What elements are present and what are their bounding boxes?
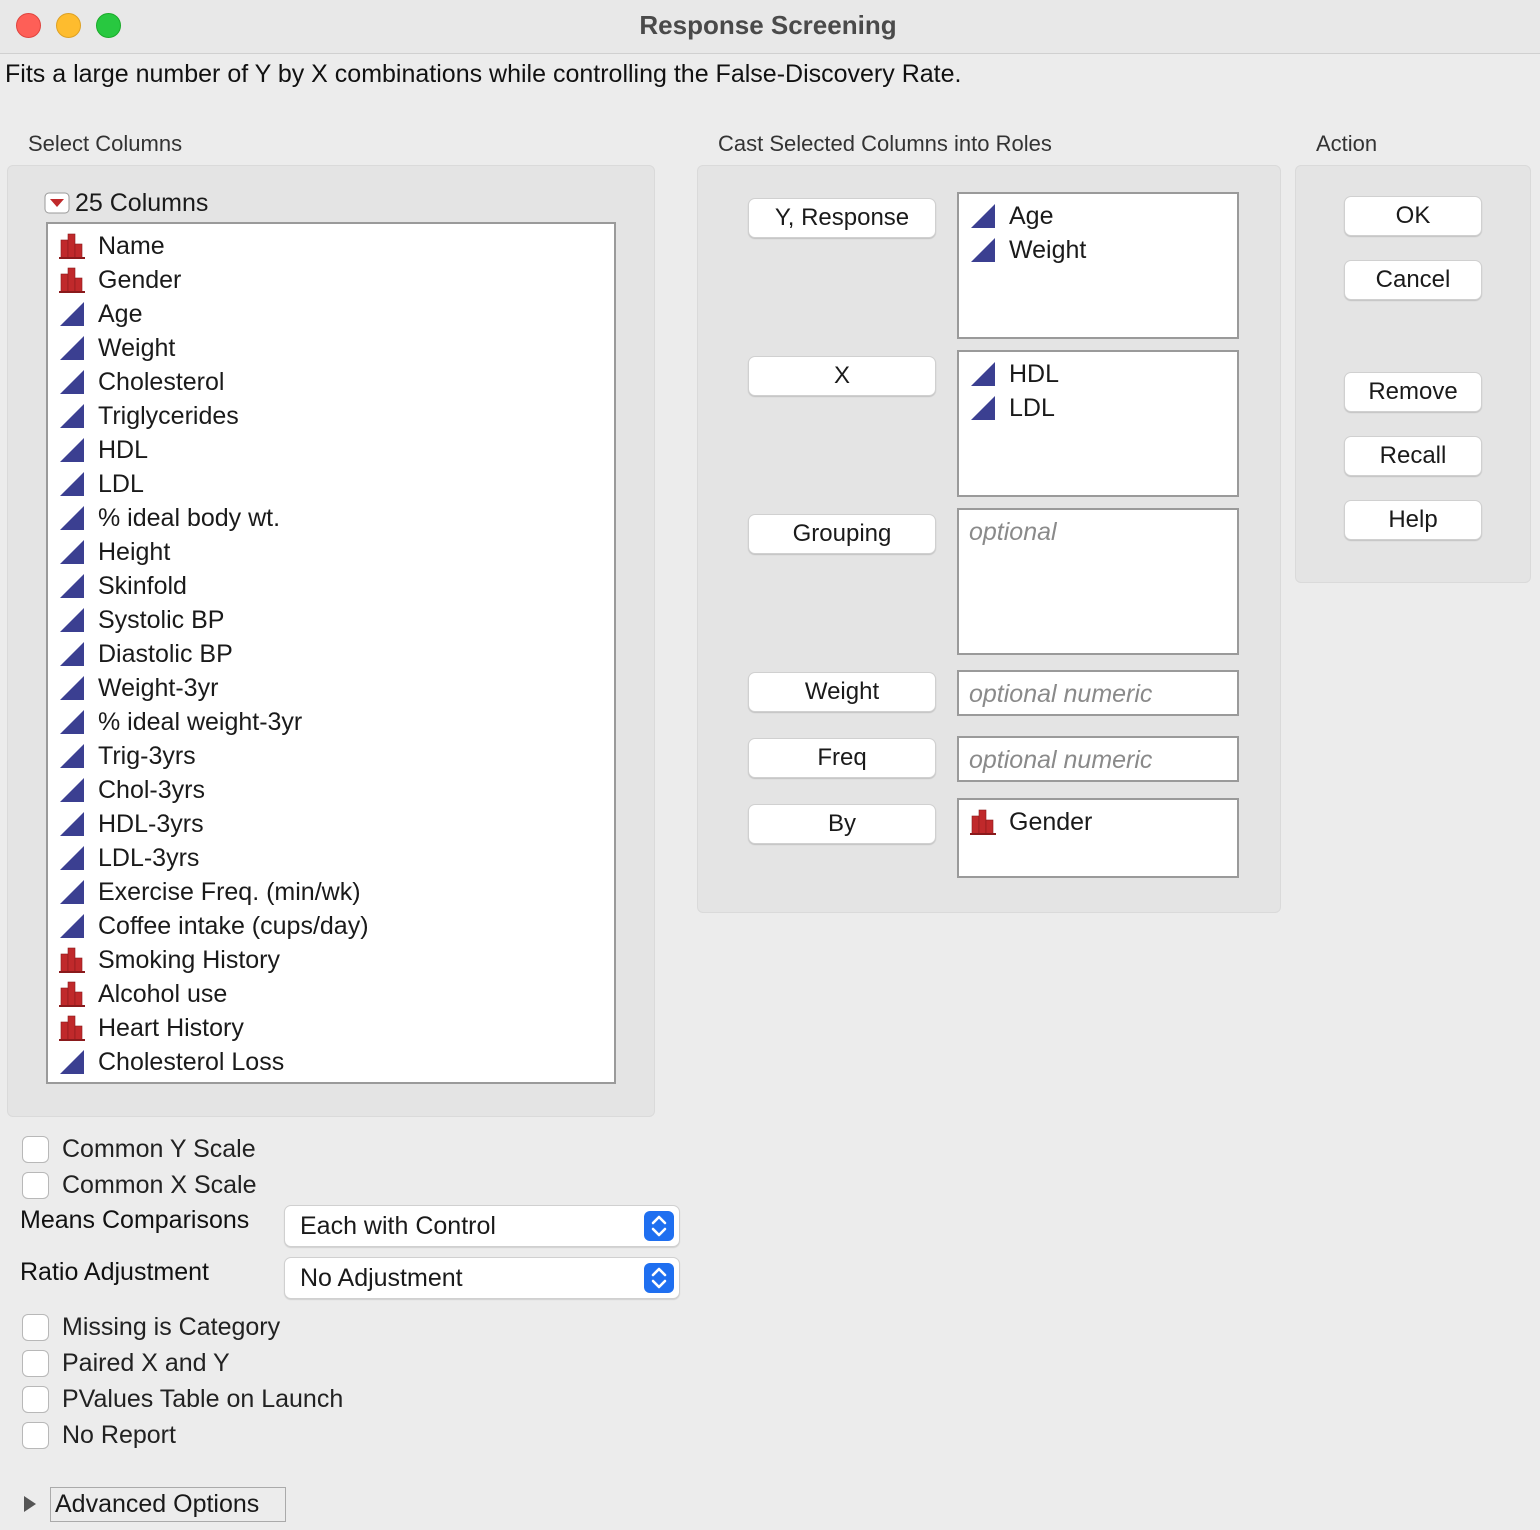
y-response-item[interactable]	[969, 199, 1053, 233]
continuous-triangle-icon	[969, 202, 997, 230]
select-columns-label: Select Columns	[28, 131, 183, 156]
column-item-label: Weight	[98, 333, 176, 362]
column-item-label: Cholesterol	[98, 367, 225, 396]
continuous-triangle-icon	[58, 470, 86, 498]
column-item-label: HDL-3yrs	[98, 809, 204, 838]
nominal-bar-icon	[58, 980, 86, 1008]
column-item[interactable]	[58, 1011, 244, 1045]
common-x-scale-option[interactable]	[22, 1169, 257, 1201]
column-item[interactable]	[58, 365, 224, 399]
ratio-adjustment-label: Ratio Adjustment	[20, 1258, 209, 1286]
no-report-label: No Report	[62, 1420, 176, 1449]
column-item[interactable]	[58, 297, 142, 331]
pvalues-table-option[interactable]	[22, 1383, 343, 1415]
nominal-bar-icon	[969, 808, 997, 836]
paired-x-y-label: Paired X and Y	[62, 1348, 230, 1377]
continuous-triangle-icon	[58, 300, 86, 328]
paired-x-y-option[interactable]	[22, 1347, 230, 1379]
x-item-label: LDL	[1009, 393, 1055, 422]
no-report-option[interactable]	[22, 1419, 176, 1451]
continuous-triangle-icon	[58, 810, 86, 838]
ratio-adjustment-value: No Adjustment	[300, 1263, 463, 1292]
nominal-bar-icon	[58, 232, 86, 260]
continuous-triangle-icon	[58, 742, 86, 770]
column-item-label: Skinfold	[98, 571, 187, 600]
column-item-label: Coffee intake (cups/day)	[98, 911, 369, 940]
title-bar	[0, 0, 1540, 54]
freq-list[interactable]	[957, 736, 1239, 782]
cast-roles-label: Cast Selected Columns into Roles	[718, 131, 1052, 156]
weight-placeholder: optional numeric	[969, 680, 1153, 708]
column-item[interactable]	[58, 399, 239, 433]
disclosure-menu-icon[interactable]	[44, 192, 70, 214]
continuous-triangle-icon	[58, 504, 86, 532]
weight-list[interactable]	[957, 670, 1239, 716]
common-y-scale-checkbox[interactable]	[22, 1136, 49, 1163]
y-response-item[interactable]	[969, 233, 1086, 267]
columns-list[interactable]	[46, 222, 616, 1084]
nominal-bar-icon	[58, 1014, 86, 1042]
continuous-triangle-icon	[969, 360, 997, 388]
column-item-label: Height	[98, 537, 171, 566]
column-item-label: Weight-3yr	[98, 673, 219, 702]
paired-x-y-checkbox[interactable]	[22, 1350, 49, 1377]
column-item[interactable]	[58, 501, 280, 535]
select-arrows-icon	[644, 1263, 674, 1293]
columns-header[interactable]	[44, 189, 208, 217]
column-item[interactable]	[58, 1045, 284, 1079]
help-button[interactable]: Help	[1344, 500, 1482, 540]
column-item[interactable]	[58, 671, 218, 705]
column-item-label: LDL	[98, 469, 144, 498]
column-item-label: Exercise Freq. (min/wk)	[98, 877, 361, 906]
pvalues-table-label: PValues Table on Launch	[62, 1384, 344, 1413]
column-item-label: Triglycerides	[98, 401, 239, 430]
continuous-triangle-icon	[58, 436, 86, 464]
select-arrows-icon	[644, 1211, 674, 1241]
column-item[interactable]	[58, 841, 199, 875]
action-label: Action	[1316, 131, 1378, 156]
continuous-triangle-icon	[969, 236, 997, 264]
column-item[interactable]	[58, 875, 361, 909]
column-item-label: Name	[98, 231, 165, 260]
column-item[interactable]	[58, 467, 144, 501]
y-response-item-label: Weight	[1009, 235, 1087, 264]
column-item[interactable]	[58, 229, 165, 263]
recall-button[interactable]: Recall	[1344, 436, 1482, 476]
advanced-options-disclosure[interactable]	[24, 1485, 286, 1523]
column-item[interactable]	[58, 773, 205, 807]
continuous-triangle-icon	[58, 606, 86, 634]
column-item-label: Diastolic BP	[98, 639, 233, 668]
freq-placeholder: optional numeric	[969, 746, 1153, 774]
y-response-button[interactable]: Y, Response	[748, 198, 936, 238]
continuous-triangle-icon	[58, 334, 86, 362]
continuous-triangle-icon	[58, 878, 86, 906]
means-comparisons-label: Means Comparisons	[20, 1206, 250, 1234]
by-list[interactable]	[957, 798, 1239, 878]
window-title: Response Screening	[639, 10, 897, 40]
column-item[interactable]	[58, 433, 148, 467]
column-item-label: Systolic BP	[98, 605, 225, 634]
means-comparisons-value: Each with Control	[300, 1211, 496, 1240]
continuous-triangle-icon	[969, 394, 997, 422]
continuous-triangle-icon	[58, 538, 86, 566]
no-report-checkbox[interactable]	[22, 1422, 49, 1449]
advanced-options-label: Advanced Options	[50, 1487, 286, 1522]
column-item[interactable]	[58, 603, 224, 637]
column-item[interactable]	[58, 807, 204, 841]
common-x-scale-label: Common X Scale	[62, 1170, 257, 1199]
column-item-label: % ideal weight-3yr	[98, 707, 303, 736]
column-item[interactable]	[58, 569, 187, 603]
freq-button[interactable]: Freq	[748, 738, 936, 778]
continuous-triangle-icon	[58, 912, 86, 940]
grouping-list[interactable]	[957, 508, 1239, 655]
means-comparisons-select[interactable]	[284, 1205, 680, 1247]
grouping-placeholder: optional	[969, 518, 1057, 546]
weight-button[interactable]: Weight	[748, 672, 936, 712]
cancel-button[interactable]: Cancel	[1344, 260, 1482, 300]
missing-is-category-option[interactable]	[22, 1311, 280, 1343]
column-item[interactable]	[58, 637, 233, 671]
continuous-triangle-icon	[58, 1048, 86, 1076]
column-item[interactable]	[58, 909, 369, 943]
x-item-label: HDL	[1009, 359, 1060, 388]
pvalues-table-checkbox[interactable]	[22, 1386, 49, 1413]
continuous-triangle-icon	[58, 776, 86, 804]
column-item[interactable]	[58, 535, 170, 569]
by-item-label: Gender	[1009, 807, 1093, 836]
column-item-label: Heart History	[98, 1013, 244, 1042]
column-item-label: Alcohol use	[98, 979, 228, 1008]
by-button[interactable]: By	[748, 804, 936, 844]
x-list[interactable]	[957, 350, 1239, 497]
column-item-label: Chol-3yrs	[98, 775, 205, 804]
ratio-adjustment-select[interactable]	[284, 1257, 680, 1299]
remove-button[interactable]: Remove	[1344, 372, 1482, 412]
ok-button[interactable]: OK	[1344, 196, 1482, 236]
column-item[interactable]	[58, 943, 280, 977]
by-item[interactable]	[969, 805, 1092, 839]
x-item[interactable]	[969, 357, 1059, 391]
column-item-label: Gender	[98, 265, 182, 294]
grouping-button[interactable]: Grouping	[748, 514, 936, 554]
x-button[interactable]: X	[748, 356, 936, 396]
column-item[interactable]	[58, 331, 175, 365]
disclosure-triangle-icon[interactable]	[24, 1496, 36, 1512]
column-item[interactable]	[58, 263, 181, 297]
y-response-list[interactable]	[957, 192, 1239, 339]
column-item[interactable]	[58, 739, 196, 773]
continuous-triangle-icon	[58, 572, 86, 600]
columns-count: 25 Columns	[75, 188, 209, 217]
continuous-triangle-icon	[58, 368, 86, 396]
column-item-label: Trig-3yrs	[98, 741, 196, 770]
continuous-triangle-icon	[58, 844, 86, 872]
continuous-triangle-icon	[58, 674, 86, 702]
column-item[interactable]	[58, 705, 302, 739]
missing-is-category-label: Missing is Category	[62, 1312, 281, 1341]
missing-is-category-checkbox[interactable]	[22, 1314, 49, 1341]
column-item[interactable]	[58, 977, 227, 1011]
nominal-bar-icon	[58, 266, 86, 294]
x-item[interactable]	[969, 391, 1055, 425]
column-item-label: Smoking History	[98, 945, 280, 974]
column-item-label: LDL-3yrs	[98, 843, 200, 872]
nominal-bar-icon	[58, 946, 86, 974]
continuous-triangle-icon	[58, 708, 86, 736]
common-y-scale-option[interactable]	[22, 1133, 256, 1165]
common-y-scale-label: Common Y Scale	[62, 1134, 256, 1163]
column-item-label: HDL	[98, 435, 149, 464]
dialog-description: Fits a large number of Y by X combinations while controlling the False-Discovery Rate.	[5, 60, 962, 88]
continuous-triangle-icon	[58, 402, 86, 430]
common-x-scale-checkbox[interactable]	[22, 1172, 49, 1199]
column-item-label: % ideal body wt.	[98, 503, 281, 532]
y-response-item-label: Age	[1009, 201, 1054, 230]
column-item-label: Cholesterol Loss	[98, 1047, 285, 1076]
column-item-label: Age	[98, 299, 143, 328]
continuous-triangle-icon	[58, 640, 86, 668]
